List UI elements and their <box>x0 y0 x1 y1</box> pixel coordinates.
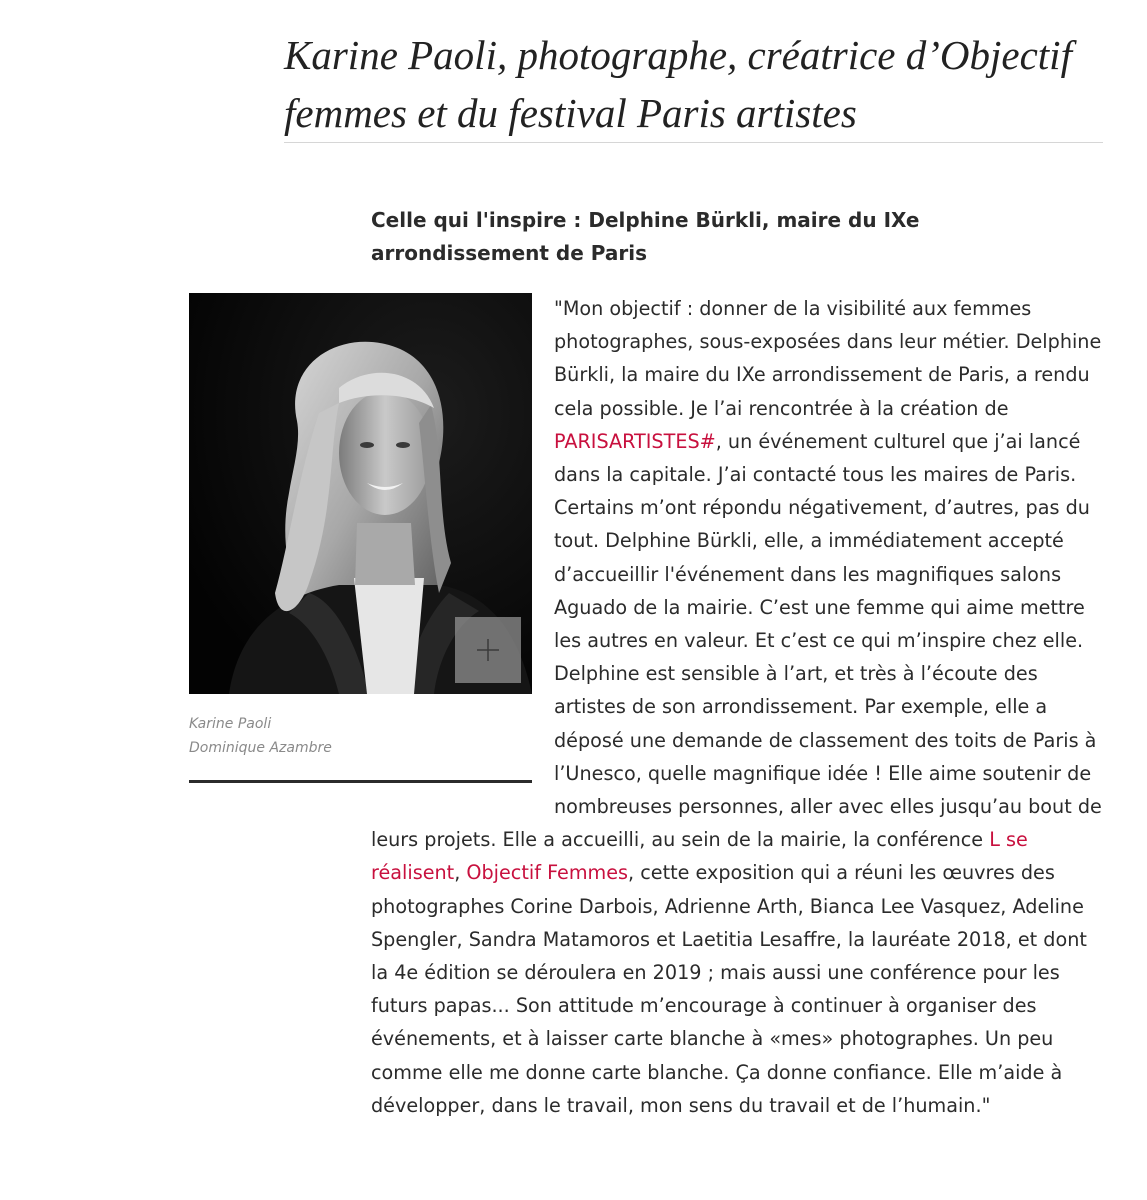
body-text-4: , cette exposition qui a réuni les œuvres des photographes Corine Darbois, Adrienne Arth, Bianca Lee Vasquez, Adeline Spengler, Sandra Matamoros et Laetitia Lesaffre, la lauréate 2018, et dont la 4e édition se déroulera en 2019 ; mais aussi une conférence pour les futurs papas... Son attitude m’encourage à continuer à organiser des événements, et à laisser carte blanche à «mes» photographes. Un peu comme elle me donne carte blanche. Ça donne confiance. Elle m’aide à développer, dans le travail, mon sens du travail et de l’humain." <box>371 861 1087 1117</box>
zoom-button[interactable] <box>455 617 521 683</box>
headline-divider <box>284 142 1103 143</box>
article-headline: Karine Paoli, photographe, créatrice d’Objectif femmes et du festival Paris artistes <box>284 32 1072 136</box>
plus-icon <box>455 617 521 683</box>
link-objectif-femmes[interactable]: Objectif Femmes <box>466 861 629 885</box>
portrait-photo[interactable] <box>189 293 532 694</box>
caption-name: Karine Paoli <box>189 716 272 732</box>
body-text-3: , <box>454 861 467 885</box>
caption-credit: Dominique Azambre <box>189 740 332 756</box>
link-l-se-realisent[interactable]: L se réalisent <box>371 828 1028 885</box>
article-figure <box>189 293 532 783</box>
body-text-1: "Mon objectif : donner de la visibilité aux femmes photographes, sous-exposées dans leur métier. Delphine Bürkli, la maire du IXe arrondissement de Paris, a rendu cela possible. Je l’ai rencontrée à la création de <box>554 297 1102 420</box>
figure-caption <box>189 694 532 783</box>
body-text-2: , un événement culturel que j’ai lancé dans la capitale. J’ai contacté tous les maires de Paris. Certains m’ont répondu négativement, d’autres, pas du tout. Delphine Bürkli, elle, a immédiatement accepté d’accueillir l'événement dans les magnifiques salons Aguado de la mairie. C’est une femme qui aime mettre les autres en valeur. Et c’est ce qui m’inspire chez elle. Delphine est sensible à l’art, et très à l’écoute des artistes de son arrondissement. Par exemple, elle a déposé une demande de classement des toits de Paris à l’Unesco, quelle magnifique idée ! Elle aime soutenir de nombreuses personnes, aller avec elles jusqu’au bout de leurs projets. Elle a accueilli, au sein de la mairie, la conférence <box>371 429 1102 852</box>
article-subheading: Celle qui l'inspire : Delphine Bürkli, maire du IXe arrondissement de Paris <box>371 208 920 265</box>
link-parisartistes[interactable]: PARISARTISTES# <box>554 429 716 453</box>
article-body <box>189 292 1104 1122</box>
